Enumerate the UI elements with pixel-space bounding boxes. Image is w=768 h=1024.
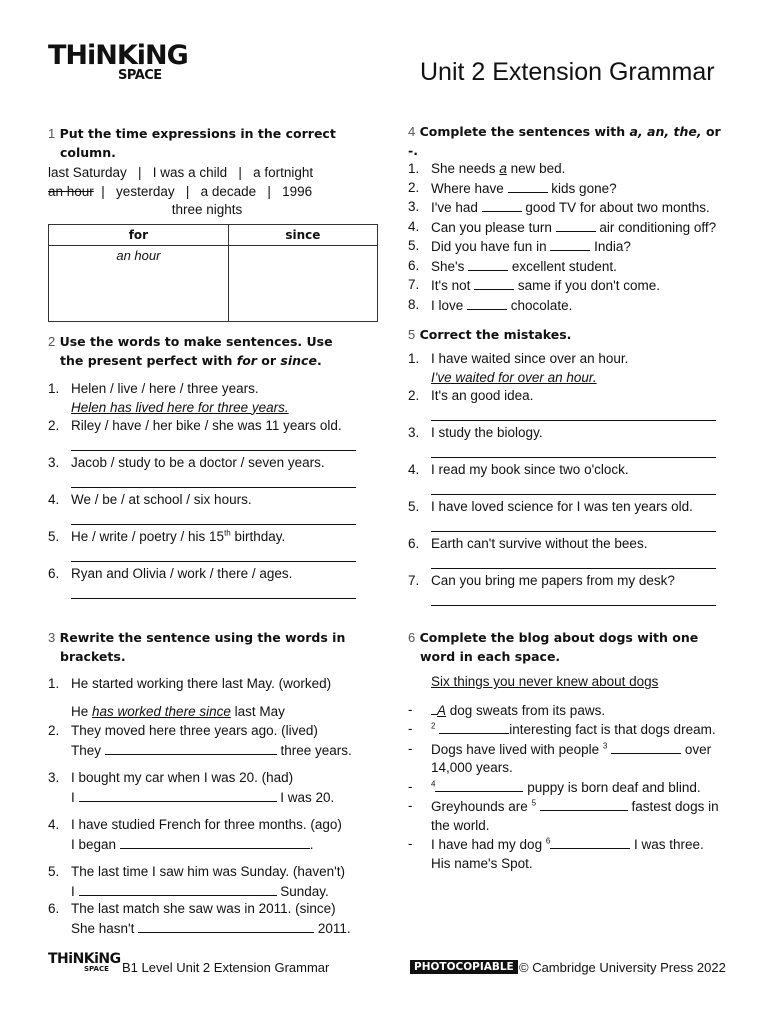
copyright: © Cambridge University Press 2022 [519,960,726,975]
list-item: 4. I have studied French for three months. (ago) I began . [48,817,342,852]
list-item: 8. I love chocolate. [408,296,573,313]
list-item: - $^2$ interesting fact is that dogs dream. [408,721,716,737]
list-item: 5. I have loved science for I was ten years old. [408,498,716,535]
for-since-table [48,224,378,323]
answer-line[interactable] [71,510,356,525]
answer-blank[interactable] [508,179,548,193]
section-6-heading: 6 Complete the blog about dogs with one word in each space. [408,630,699,664]
photocopiable-badge: PHOTOCOPIABLE [410,960,518,974]
section-3 [48,628,368,937]
example-answer: a [499,161,507,176]
answer-blank[interactable] [611,740,681,754]
list-item: 7. Can you bring me papers from my desk? [408,572,716,609]
answer-blank[interactable] [138,919,314,933]
example-answer: I've waited for over an hour. [431,369,597,385]
list-item: 6. Earth can't survive without the bees. [408,535,716,572]
answer-blank[interactable] [79,882,277,896]
answer-blank[interactable] [556,218,596,232]
list-item: 6. Ryan and Olivia / work / there / ages. [48,565,356,602]
list-item: 2. Riley / have / her bike / she was 11 years old. [48,417,356,454]
list-item: - $^4$ puppy is born deaf and blind. [408,778,701,795]
example-answer: has worked there since [92,703,231,719]
thinking-space-logo [48,42,188,82]
column-header-for: for [49,224,229,246]
section-5 [408,325,716,609]
list-item: 6. The last match she saw was in 2011. (since) She hasn't 2011. [48,901,351,936]
answer-blank[interactable] [79,788,277,802]
list-item: 3. I've had good TV for about two months. [408,199,710,215]
struck-expression: an hour [48,183,94,199]
list-item: 5. The last time I saw him was Sunday. (haven't) I Sunday. [48,864,345,899]
list-item: 1. He started working there last May. (worked) He has worked there since last May [48,676,332,719]
answer-line[interactable] [431,554,716,569]
logo-line1: THiNKiNG [48,40,188,71]
page-title: Unit 2 Extension Grammar [420,58,715,86]
for-cell[interactable]: an hour [49,246,229,322]
answer-blank[interactable] [435,778,523,792]
answer-line[interactable] [71,473,356,488]
answer-line[interactable] [431,480,716,495]
answer-blank[interactable] [550,835,630,849]
answer-blank[interactable] [467,296,507,310]
answer-line[interactable] [431,517,716,532]
section-3-heading: 3 Rewrite the sentence using the words in brackets. [48,630,346,664]
answer-blank[interactable] [439,720,509,734]
since-cell[interactable] [228,246,377,322]
list-item: 3. I bought my car when I was 20. (had) I I was 20. [48,770,335,805]
list-item: 4. We / be / at school / six hours. [48,491,356,528]
list-item: 6. She's excellent student. [408,257,617,274]
expression-row-2: an hour | yesterday | a decade | 1996 [48,183,313,199]
list-item: 4. I read my book since two o'clock. [408,461,716,498]
answer-line[interactable] [431,443,716,458]
logo-line2: SPACE [118,68,162,83]
section-5-heading: 5 Correct the mistakes. [408,327,572,342]
example-answer: Helen has lived here for three years. [71,399,289,415]
list-item: - Dogs have lived with people $^3$ over 14,000 years. [408,740,712,775]
answer-blank[interactable] [474,276,514,290]
section-4 [408,122,730,315]
section-1 [48,124,370,322]
list-item: - A dog sweats from its paws. [408,701,606,718]
list-item: 4. Can you please turn air conditioning off? [408,218,717,235]
blog-title: Six things you never knew about dogs [431,674,659,689]
footer-level: B1 Level Unit 2 Extension Grammar [122,960,330,975]
list-item: - I have had my dog $^6$ I was three. His name's Spot. [408,836,704,871]
example-answer: A [437,702,447,718]
answer-blank[interactable] [550,237,590,251]
answer-line[interactable] [71,547,356,562]
answer-line[interactable] [71,436,356,451]
list-item: 1. I have waited since over an hour. I've waited for over an hour. [408,350,716,387]
list-item: 3. Jacob / study to be a doctor / seven years. [48,454,356,491]
answer-blank[interactable] [540,797,628,811]
list-item: 7. It's not same if you don't come. [408,277,661,293]
answer-blank[interactable] [468,257,508,271]
list-item: 5. He / write / poetry / his 15th birthday. [48,528,356,565]
list-item: 2. Where have kids gone? [408,179,617,196]
column-header-since: since [228,224,377,246]
answer-blank[interactable] [105,741,277,755]
section-2 [48,332,356,602]
list-item: - Greyhounds are $^5$ fastest dogs in the world. [408,798,719,833]
list-item: 1. She needs a new bed. [408,161,566,176]
list-item: 1. Helen / live / here / three years. Helen has lived here for three years. [48,380,356,417]
list-item: 5. Did you have fun in India? [408,238,631,254]
answer-line[interactable] [71,584,356,599]
section-6 [408,628,724,873]
answer-blank[interactable] [120,835,310,849]
expression-row-3: three nights [171,202,243,217]
list-item: 3. I study the biology. [408,424,716,461]
list-item: 2. It's an good idea. [408,387,716,424]
answer-blank[interactable] [482,198,522,212]
section-4-heading: 4 Complete the sentences with a, an, the, or -. [408,124,721,158]
section-2-heading: 2 Use the words to make sentences. Use the present perfect with for or since. [48,334,333,368]
list-item: 2. They moved here three years ago. (lived) They three years. [48,723,352,758]
footer-logo: THiNKiNG SPACE [48,951,121,973]
expression-row-1: last Saturday | I was a child | a fortnight [48,165,314,180]
answer-line[interactable] [431,406,716,421]
section-1-heading: 1 Put the time expressions in the correct column. [48,126,336,160]
answer-line[interactable] [431,591,716,606]
